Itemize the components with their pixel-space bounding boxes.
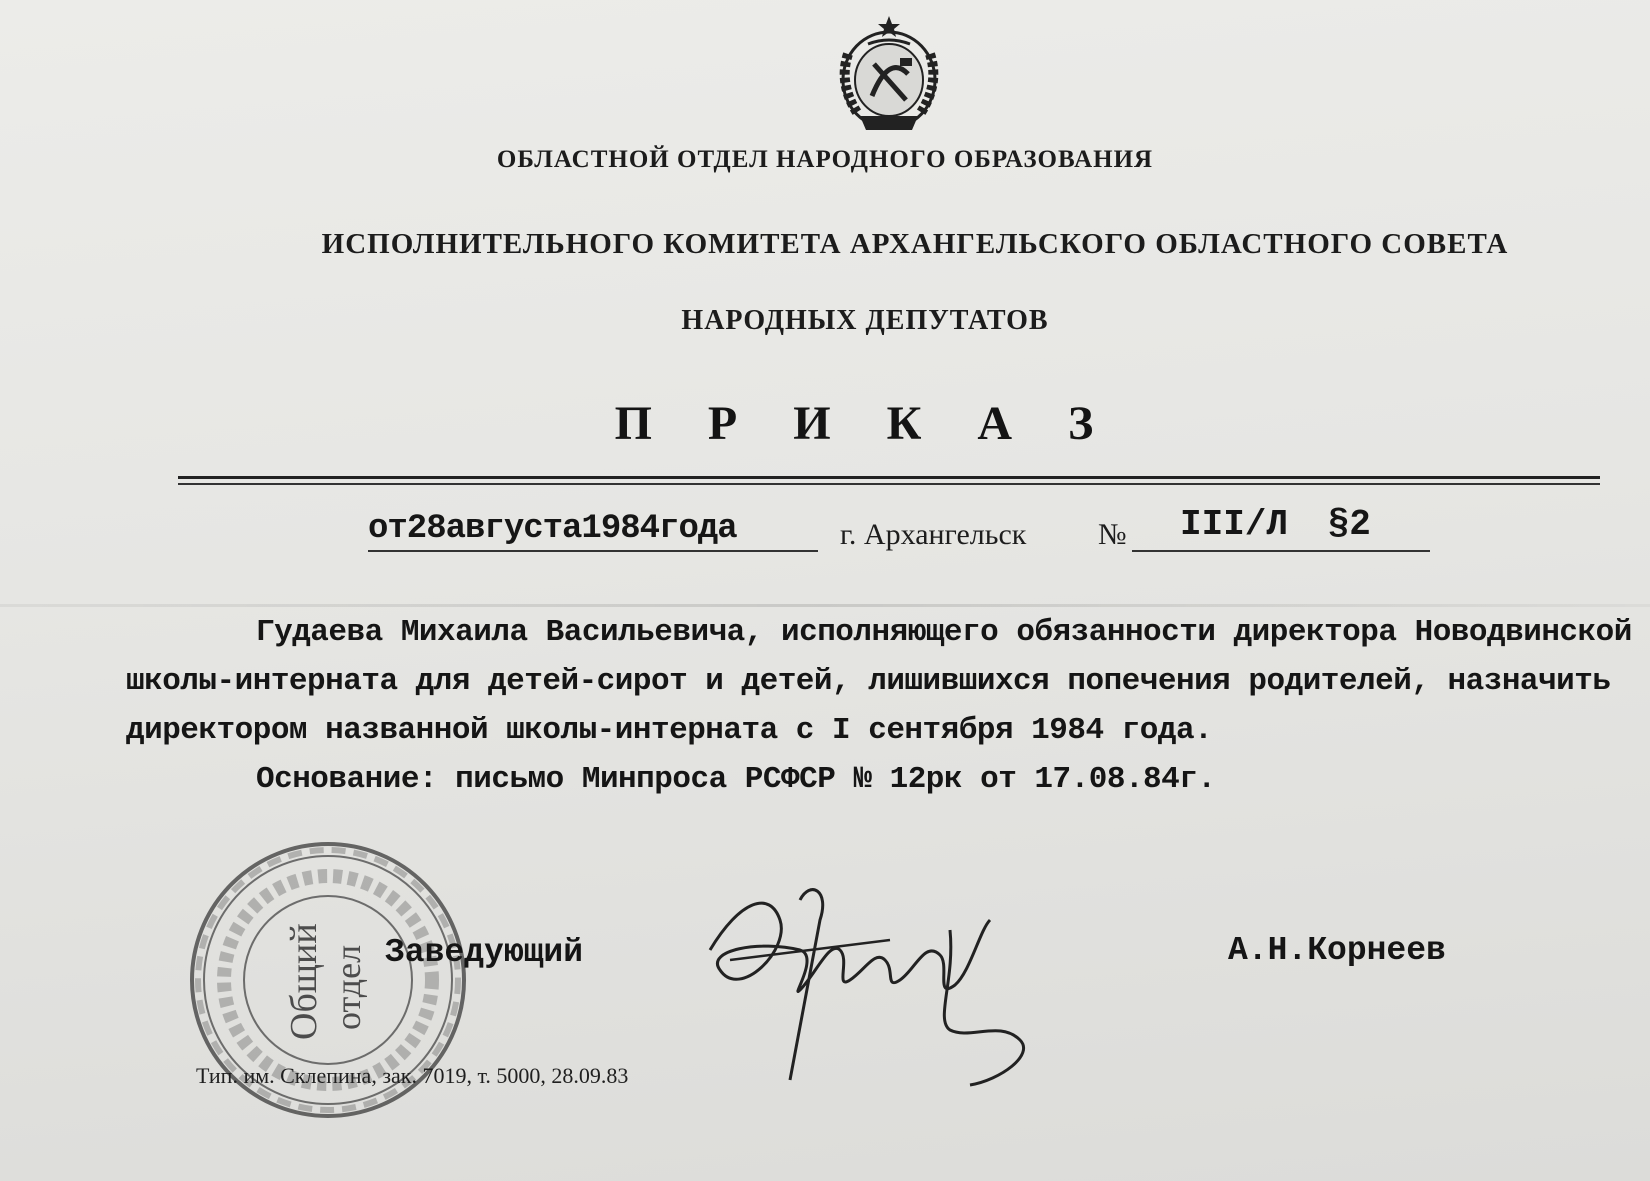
header-line-1: ОБЛАСТНОЙ ОТДЕЛ НАРОДНОГО ОБРАЗОВАНИЯ [496, 146, 1154, 173]
number-underline [1132, 550, 1430, 552]
date-underline [368, 550, 818, 552]
order-date: от28августа1984года [368, 510, 737, 548]
title-rule-bottom [178, 483, 1600, 485]
state-emblem-icon [830, 14, 948, 138]
document-title: П Р И К А З [614, 397, 1116, 450]
printer-imprint: Тип. им. Склепина, зак. 7019, т. 5000, 28.09.83 [196, 1063, 629, 1088]
paper-fold [0, 604, 1650, 607]
stamp-center-line-1: Общий [283, 923, 325, 1040]
signer-role: Заведующий [385, 934, 584, 971]
order-number: III/Л §2 [1180, 504, 1371, 545]
order-basis: Основание: письмо Минпроса РСФСР № 12рк от 17.08.84г. [256, 762, 1216, 797]
header-line-3: НАРОДНЫХ ДЕПУТАТОВ [681, 305, 1049, 336]
dateline [0, 500, 1650, 560]
header-line-2: ИСПОЛНИТЕЛЬНОГО КОМИТЕТА АРХАНГЕЛЬСКОГО ОБЛАСТНОГО СОВЕТА [321, 228, 1509, 260]
handwritten-signature-icon [700, 880, 1080, 1100]
title-rule-top [178, 476, 1600, 479]
stamp-center-line-2: отдел [328, 944, 368, 1030]
order-city: г. Архангельск [840, 518, 1027, 551]
signer-name: А.Н.Корнеев [1228, 932, 1446, 969]
number-sign: № [1098, 518, 1127, 551]
order-text: Гудаева Михаила Васильевича, исполняющего обязанности директора Новодвинской школы-интерната для детей-сирот и детей, лишившихся попечения родителей, назначить директором названной школы-интерната с I сентября 1984 года. [126, 615, 1632, 748]
order-body [126, 608, 1636, 804]
